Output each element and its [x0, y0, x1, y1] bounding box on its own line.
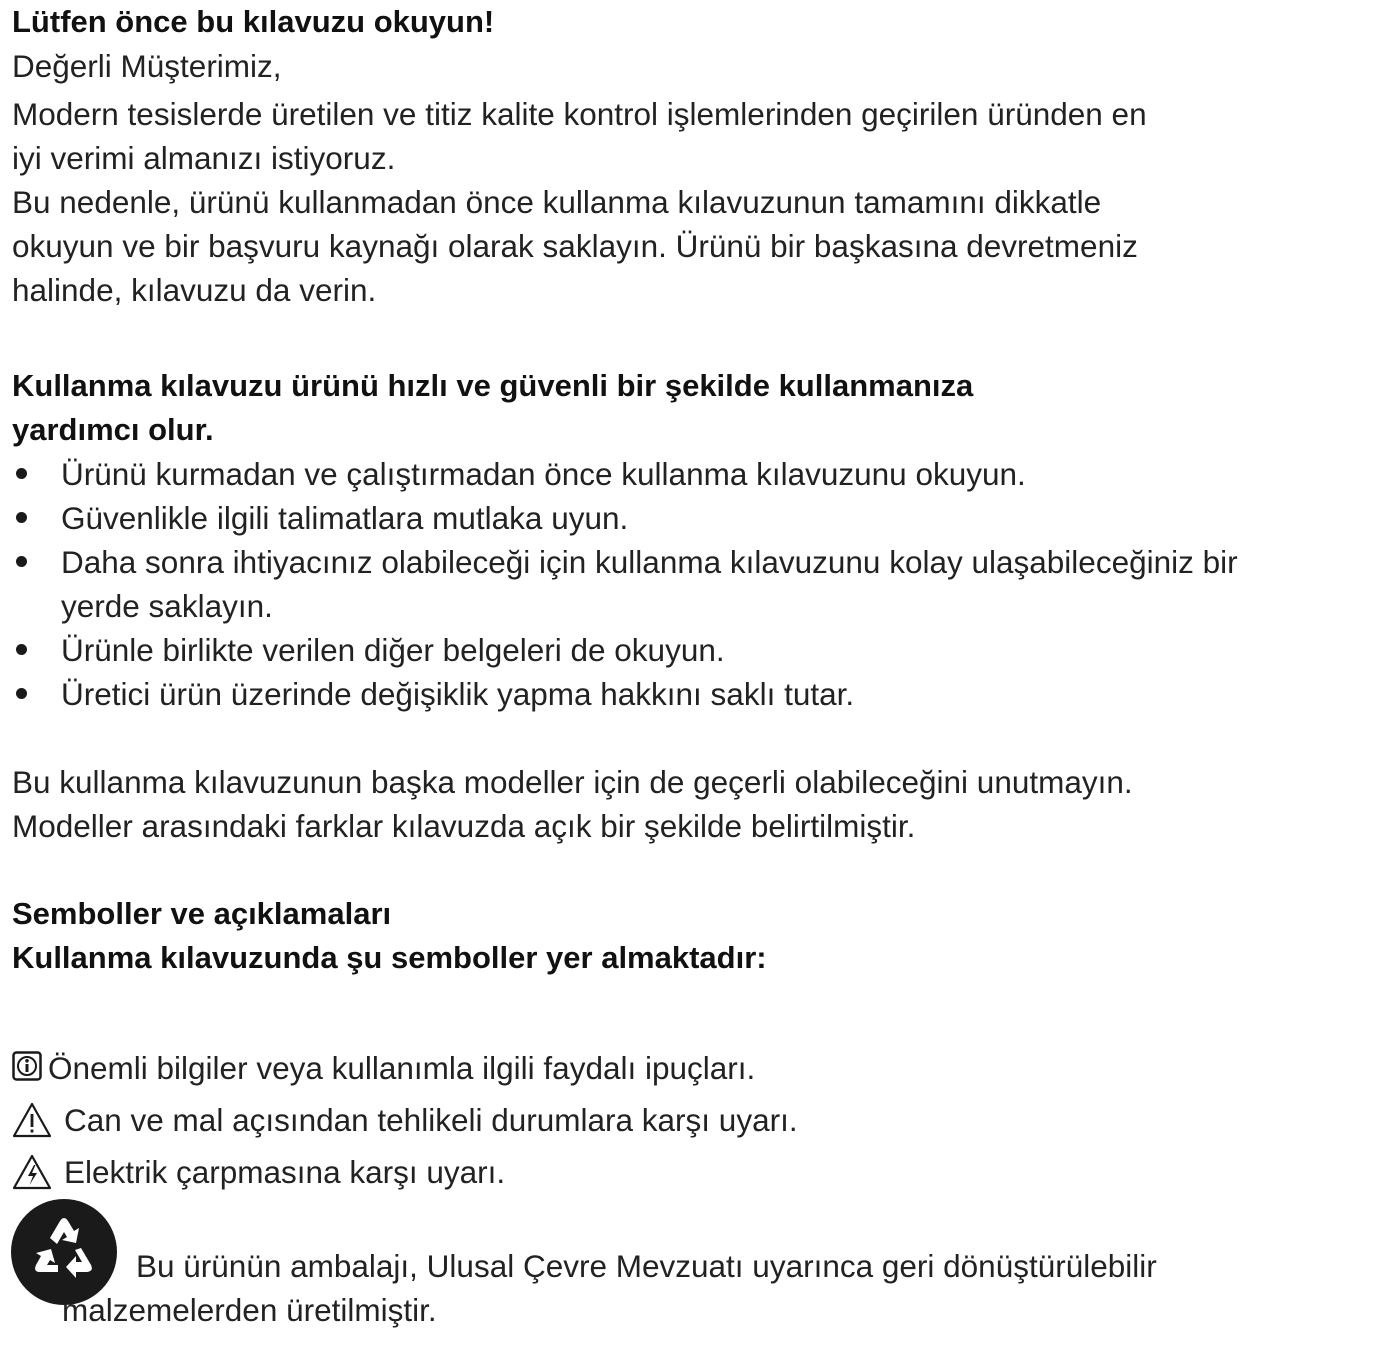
- hazard-symbol-text: Can ve mal açısından tehlikeli durumlara karşı uyarı.: [64, 1102, 798, 1138]
- symbols-heading-line1: Semboller ve açıklamaları: [12, 896, 392, 931]
- intro-heading: Lütfen önce bu kılavuzu okuyun!: [12, 4, 495, 39]
- list-item: [12, 672, 1370, 716]
- bullet-text: Üretici ürün üzerinde değişiklik yapma hakkını saklı tutar.: [61, 676, 855, 712]
- list-item: [12, 628, 1370, 672]
- info-symbol-row: [12, 1042, 1370, 1094]
- intro-para2-line1: Bu nedenle, ürünü kullanmadan önce kullanma kılavuzunun tamamını dikkatle: [12, 184, 1102, 220]
- intro-para2-line2: okuyun ve bir başvuru kaynağı olarak saklayın. Ürünü bir başkasına devretmeniz: [12, 228, 1138, 264]
- electric-symbol-row: [12, 1146, 1370, 1198]
- models-line2: Modeller arasındaki farklar kılavuzda açık bir şekilde belirtilmiştir.: [12, 808, 916, 844]
- bullet-dot: [16, 468, 27, 479]
- list-item: [12, 452, 1370, 496]
- bullet-dot: [16, 512, 27, 523]
- info-icon: [12, 1051, 42, 1081]
- warning-triangle-icon: [12, 1102, 52, 1138]
- bullet-dot: [16, 688, 27, 699]
- electric-symbol-text: Elektrik çarpmasına karşı uyarı.: [64, 1154, 506, 1190]
- guide-bullet-list: [12, 452, 1370, 716]
- list-item: [12, 540, 1370, 628]
- hazard-symbol-row: [12, 1094, 1370, 1146]
- electric-warning-icon: [12, 1154, 52, 1190]
- guide-heading-line1: Kullanma kılavuzu ürünü hızlı ve güvenli bir şekilde kullanmanıza: [12, 368, 974, 403]
- recycle-text-line1: Bu ürünün ambalajı, Ulusal Çevre Mevzuatı uyarınca geri dönüştürülebilir: [136, 1248, 1157, 1284]
- info-symbol-text: Önemli bilgiler veya kullanımla ilgili faydalı ipuçları.: [48, 1050, 756, 1086]
- bullet-dot: [16, 556, 27, 567]
- recycle-text-line2: malzemelerden üretilmiştir.: [62, 1292, 437, 1328]
- bullet-text: Güvenlikle ilgili talimatlara mutlaka uyun.: [61, 500, 629, 536]
- bullet-text-continuation: yerde saklayın.: [61, 588, 273, 624]
- bullet-text: Ürünle birlikte verilen diğer belgeleri de okuyun.: [61, 632, 725, 668]
- guide-heading-line2: yardımcı olur.: [12, 412, 214, 447]
- intro-para1-line1: Modern tesislerde üretilen ve titiz kalite kontrol işlemlerinden geçirilen üründen en: [12, 96, 1147, 132]
- symbols-heading-line2: Kullanma kılavuzunda şu semboller yer almaktadır:: [12, 940, 767, 975]
- bullet-text: Ürünü kurmadan ve çalıştırmadan önce kullanma kılavuzunu okuyun.: [61, 456, 1026, 492]
- manual-page: [12, 0, 1370, 1328]
- intro-para1-line2: iyi verimi almanızı istiyoruz.: [12, 140, 396, 176]
- models-line1: Bu kullanma kılavuzunun başka modeller için de geçerli olabileceğini unutmayın.: [12, 764, 1133, 800]
- list-item: [12, 496, 1370, 540]
- bullet-text: Daha sonra ihtiyacınız olabileceği için kullanma kılavuzunu kolay ulaşabileceğiniz bir: [61, 544, 1238, 580]
- recycle-block: [12, 1198, 1370, 1328]
- intro-para2-line3: halinde, kılavuzu da verin.: [12, 272, 377, 308]
- bullet-dot: [16, 644, 27, 655]
- greeting: Değerli Müşterimiz,: [12, 48, 282, 84]
